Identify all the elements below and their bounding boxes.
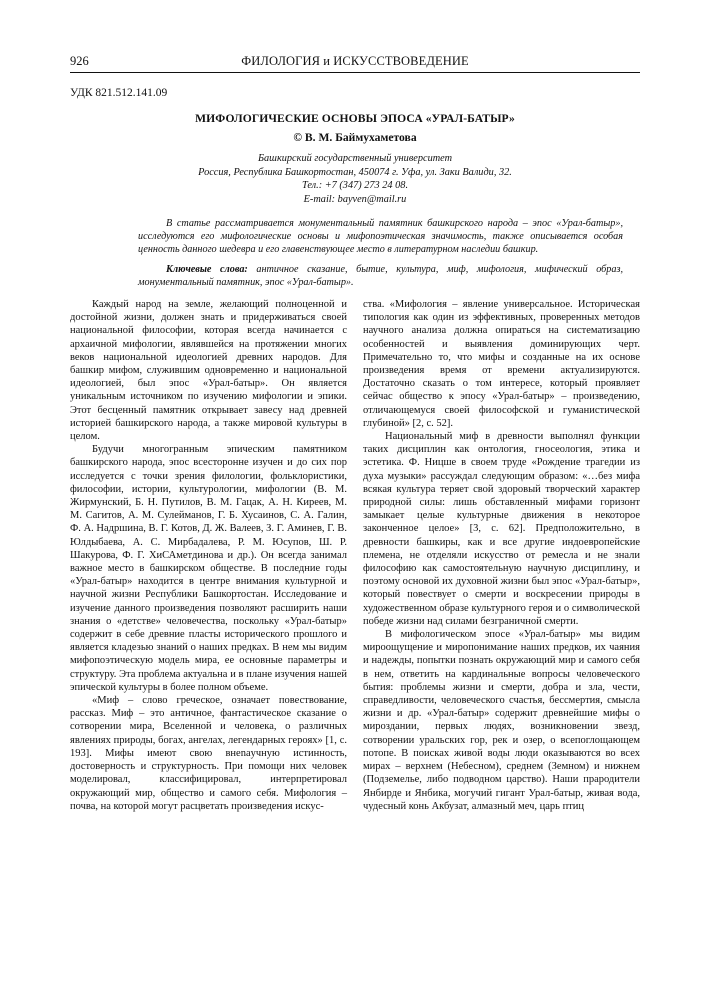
right-column [363,298,640,813]
affiliation-university: Башкирский государственный университет [257,153,453,164]
article-author: © В. М. Баймухаметова [293,131,417,144]
page-number: 926 [70,54,89,68]
journal-page [70,54,640,813]
body-paragraph: Будучи многогранным эпическим памятником башкирского народа, эпос всесторонне изучен и до сих пор исследуется с точки зрения филологии, фольклористики, философии, истории, культурологии, мифологии (В. М. Жирмунский, Б. Н. Путилов, В. М. Гацак, А. Н. Киреев, М. М. Сагитов, А. М. Сулейманов, Г. Б. Хусаинов, С. А. Галин, Ф. А. Надршина, В. Г. Котов, Д. Ж. Валеев, З. Г. Аминев, Г. В. Юлдыбаева, А. С. Мирбадалева, Р. М. Юсупов, Ш. Р. Шакурова, Ф. Г. ХиСАметдинова и др.). Он всегда занимал важное место в башкирском обществе. В последние годы «Урал-батыр» находится в центре внимания культурной и научной жизни Республики Башкортостан. Исследование и изучение данного произведения позволяют расширить наши знания о «детстве» человечества, поскольку «Урал-батыр» содержит в себе древние пласты исторического прошлого и является кладезью знаний о наших предках. В нем мы видим мифопоэтическую модель мира, ее основные параметры и структуру. Эта проблема актуальна и в плане изучения нашей эпической культуры в более полном объеме. [70,444,347,693]
udk-code: УДК 821.512.141.09 [70,87,168,99]
article-title: МИФОЛОГИЧЕСКИЕ ОСНОВЫ ЭПОСА «УРАЛ-БАТЫР» [195,112,515,125]
left-column [70,298,347,813]
journal-section-title: ФИЛОЛОГИЯ и ИСКУССТВОВЕДЕНИЕ [241,54,469,68]
affiliation-address: Россия, Республика Башкортостан, 450074 г. Уфа, ул. Заки Валиди, 32. [198,166,512,178]
affiliation-email: E-mail: bayven@mail.ru [303,193,407,205]
body-paragraph: Национальный миф в древности выполнял функции таких дисциплин как онтология, гносеология, этика и эстетика. Ф. Ницше в своем труде «Рождение трагедии из духа музыки» рассуждал следующим образом: «…без мифа всякая культура теряет свой здоровый творческий характер природной силы: лишь обставленный мифами горизонт замыкает целые культурные движения в некоторое законченное целое» [3, с. 62]. Предположительно, в древности башкиры, как и все другие индоевропейские племена, не отделяли искусство от ремесла и не знали философию как самостоятельную научную дисциплину, и поэтому основой их духовной жизни был эпос «Урал-батыр», который повествует о смерти и воскресении природы в художественном образе культурного героя и о символической победе жизни над силами безграничной смерти. [363,431,640,627]
affiliation-block [70,152,640,206]
body-paragraph-continued: ства. «Мифология – явление универсальное. Историческая типология как один из эффективных, проверенных методов научного анализа должна опираться на систематизацию особенностей и выявления доминирующих черт. Примечательно то, что мифы и созданные на их основе произведения время от времени актуализируются. Достаточно сказать о том интересе, который проявляет сейчас общество к эпосу «Урал-батыр» – произведению, отличающемуся своей философской и гуманистической глубиной» [2, с. 52]. [363,298,640,429]
body-paragraph: В мифологическом эпосе «Урал-батыр» мы видим мироощущение и миропонимание наших предков, их чаяния и надежды, попытки познать окружающий мир и самого себя в нем, ответить на кардинальные вопросы человеческого бытия: проблемы жизни и смерти, добра и зла, чести, справедливости, человеческого счастья, бессмертия, смысла жизни и др. «Урал-батыр» содержит древнейшие мифы о мироздании, первых людях, возникновении звезд, сотворении уральских гор, рек и озер, о всепоглощающем потопе. В поисках живой воды люди оказываются во всех мирах – верхнем (Небесном), среднем (Земном) и нижнем (Подземелье, либо подводном царство). Наши прародители Янбирде и Янбика, могучий гигант Урал-батыр, живая вода, чудесный конь Акбузат, алмазный меч, царь птиц [363,629,640,812]
keywords-label: Ключевые слова: [166,264,248,276]
keywords-text: античное сказание, бытие, культура, миф, мифология, мифический образ, монументальный памятник, эпос «Урал-батыр». [138,264,624,289]
body-paragraph: Каждый народ на земле, желающий полноценной и достойной жизни, должен знать и придерживаться своей национальной философии, которая всегда начинается с архаичной мифологии, являвшейся на протяжении многих веков национальной идеологией древних народов. Для башкир мифом, служившим одновременно и национальной идеологией, был эпос «Урал-батыр». Он является уникальным источником по изучению мифологии и эпики. Этот бесценный памятник открывает завесу над древней историей башкирского народа, а также мировой культуры в целом. [70,298,347,443]
running-header [70,54,640,73]
article-body [70,298,640,813]
body-paragraph: «Миф – слово греческое, означает повествование, рассказ. Миф – это античное, фантастическое сказание о сотворении мира, Вселенной и человека, о различных явлениях природы, богах, ангелах, легендарных героях» [1, с. 193]. Мифы имеют свою внenaучную истинность, достоверность и структурность. При помощи них человек моделировал, классифицировал, интерпретировал окружающий мир, общество и самого себя. Мифология – почва, на которой могут расцветать произведения искус- [70,695,347,812]
article-abstract: В статье рассматривается монументальный памятник башкирского народа – эпос «Урал-батыр», исследуются его мифологические основы и мифопоэтическая значимость, также описывается особая ценность данного шедевра и его главенствующее место в литературном наследии башкир. [138,218,623,255]
article-keywords [138,264,623,290]
affiliation-phone: Тел.: +7 (347) 273 24 08. [301,180,409,191]
